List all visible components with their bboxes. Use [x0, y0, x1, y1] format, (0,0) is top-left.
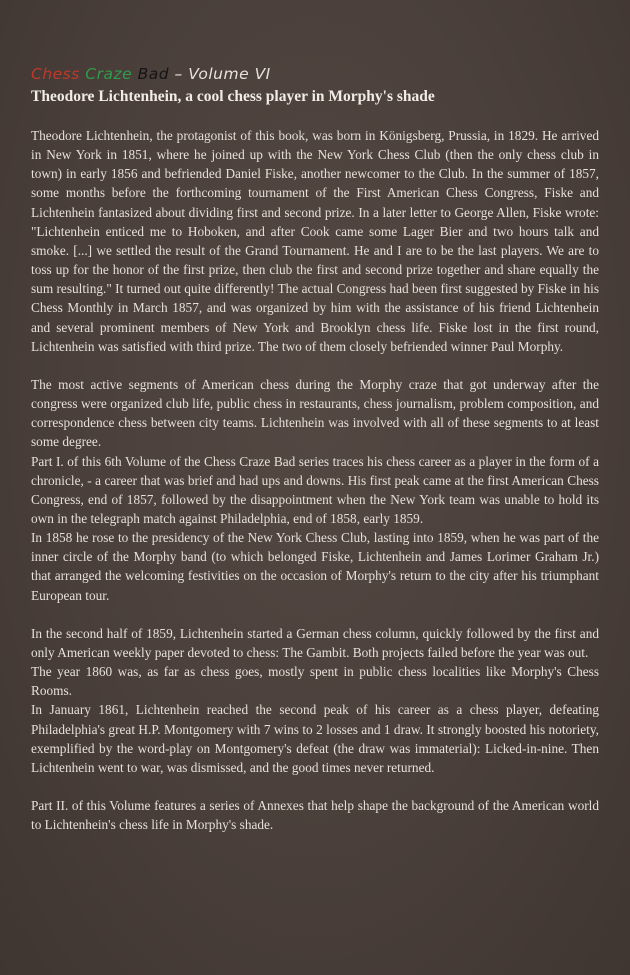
series-word-bad: Bad	[137, 65, 170, 83]
series-title	[31, 64, 599, 84]
back-cover-text	[31, 64, 599, 834]
paragraph-segments: The most active segments of American chess during the Morphy craze that got underway after the congress were organized club life, public chess in restaurants, chess journalism, problem composition, and correspondence chess between city teams. Lichtenhein was involved with all of these segments to at least some degree.	[31, 376, 599, 450]
paragraph-intro: Theodore Lichtenhein, the protagonist of this book, was born in Königsberg, Prussia, in 1829. He arrived in New York in 1851, where he joined up with the New York Chess Club (then the only chess club in town) in early 1856 and befriended Daniel Fiske, another newcomer to the Club. In the summer of 1857, some months before the forthcoming tournament of the First American Chess Congress, Fiske and Lichtenhein fantasized about dividing first and second prize. In a later letter to George Allen, Fiske wrote: "Lichtenhein enticed me to Hoboken, and after Cook came some Lager Bier and two hours talk and smoke. [...] we settled the result of the Grand Tournament. He and I are to be the last players. We are to toss up for the honor of the first prize, then club the first and second prize together and share equally the sum resulting." It turned out quite differently! The actual Congress had been first suggested by Fiske in his Chess Monthly in March 1857, and was organized by him with the assistance of his friend Lichtenhein and several prominent members of New York and Brooklyn chess life. Fiske lost in the first round, Lichtenhein was satisfied with third prize. The two of them closely befriended winner Paul Morphy.	[31, 128, 599, 354]
series-volume: – Volume VI	[174, 65, 271, 83]
series-word-chess: Chess	[31, 65, 80, 83]
paragraph-1861: In January 1861, Lichtenhein reached the second peak of his career as a chess player, defeating Philadelphia's great H.P. Montgomery with 7 wins to 2 losses and 1 draw. It strongly boosted his notoriety, exemplified by the word-play on Montgomery's defeat (the draw was immaterial): Licked-in-nine. Then Lichtenhein went to war, was dismissed, and the good times never returned.	[31, 702, 599, 775]
synopsis	[31, 126, 599, 834]
paragraph-gambit: In the second half of 1859, Lichtenhein started a German chess column, quickly followed by the first and only American weekly paper devoted to chess: The Gambit. Both projects failed before the year was out.	[31, 625, 599, 660]
paragraph-part-one: Part I. of this 6th Volume of the Chess Craze Bad series traces his chess career as a player in the form of a chronicle, - a career that was brief and had ups and downs. His first peak came at the first American Chess Congress, end of 1857, followed by the disappointment when the New York team was unable to hold its own in the telegraph match against Philadelphia, end of 1858, early 1859.	[31, 453, 599, 526]
book-title: Theodore Lichtenhein, a cool chess player in Morphy's shade	[31, 88, 435, 105]
series-word-craze: Craze	[85, 65, 133, 83]
paragraph-presidency: In 1858 he rose to the presidency of the New York Chess Club, lasting into 1859, when he was part of the inner circle of the Morphy band (to which belonged Fiske, Lichtenhein and James Lorimer Graham Jr.) that arranged the welcoming festivities on the occasion of Morphy's return to the city after his triumphant European tour.	[31, 530, 599, 603]
paragraph-1860: The year 1860 was, as far as chess goes, mostly spent in public chess localities like Morphy's Chess Rooms.	[31, 664, 599, 699]
paragraph-part-two: Part II. of this Volume features a series of Annexes that help shape the background of the American world to Lichtenhein's chess life in Morphy's shade.	[31, 798, 599, 833]
